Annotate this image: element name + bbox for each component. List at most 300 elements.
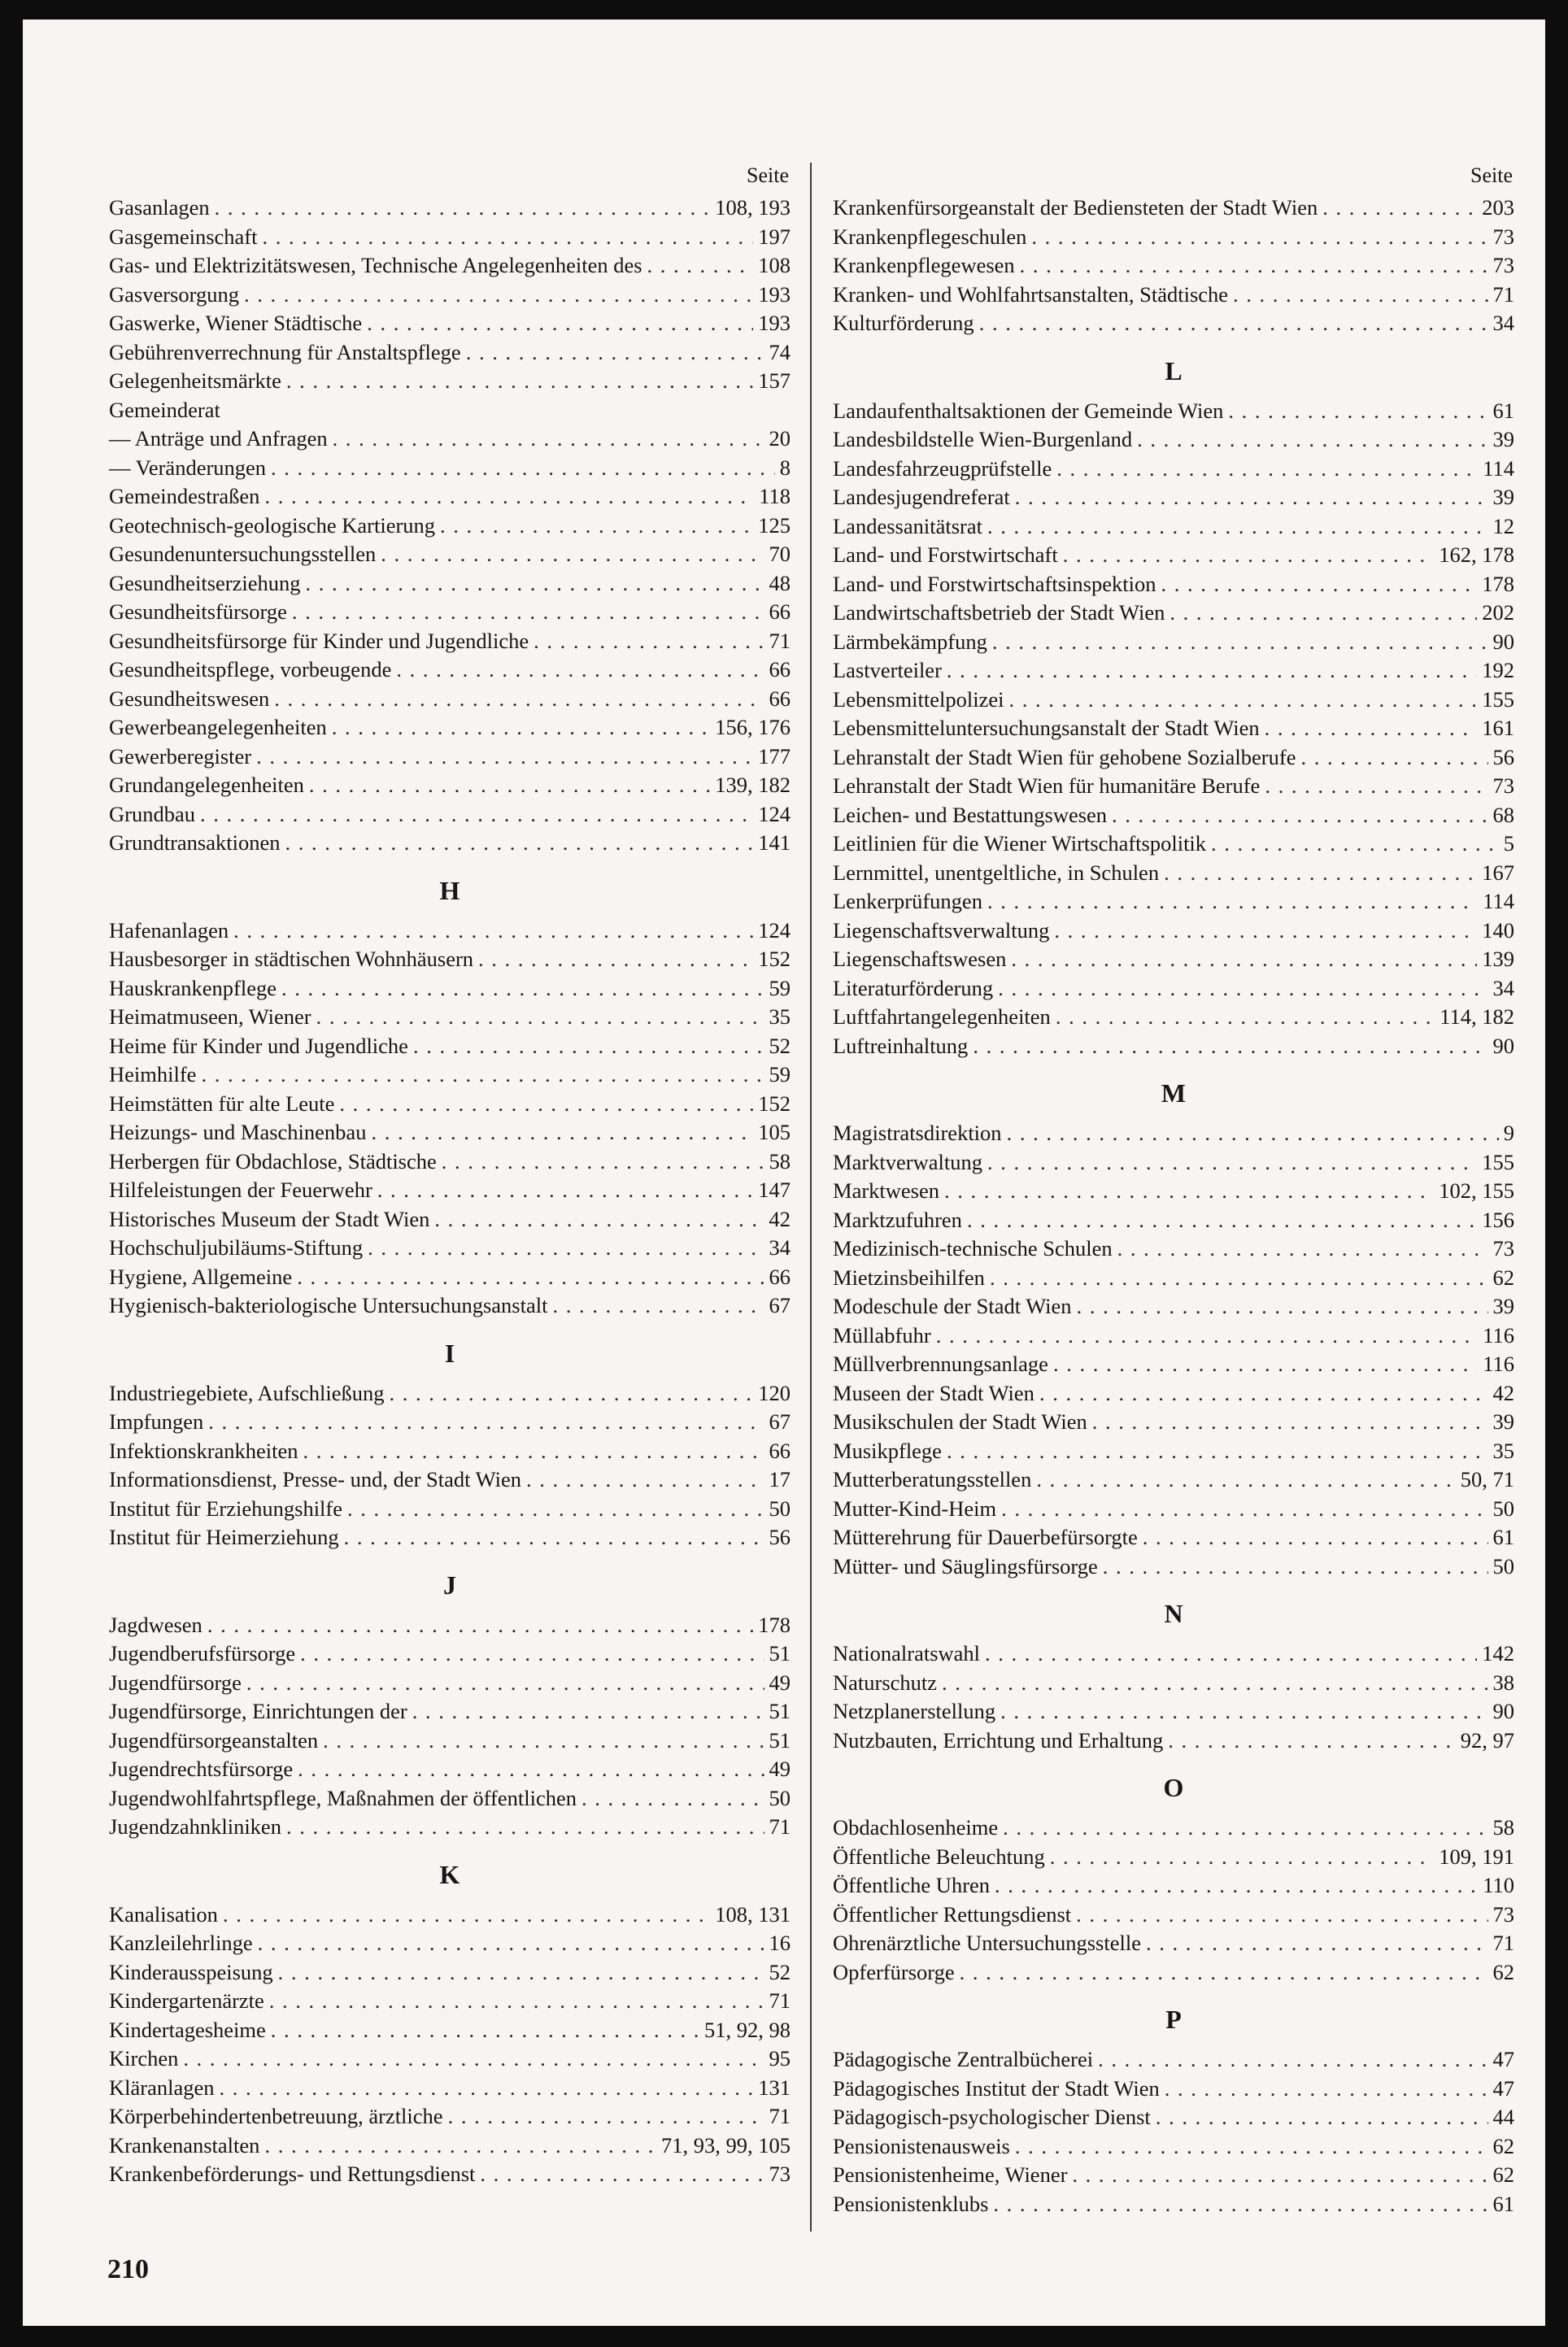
entry-page-ref: 71 [1492, 1931, 1514, 1955]
dot-leader [1137, 425, 1487, 455]
entry-term: Lebensmittelpolizei [833, 686, 1004, 712]
dot-leader [332, 713, 710, 742]
entry-page-ref: 193 [758, 281, 791, 307]
index-entry [833, 1552, 1514, 1582]
index-entry [833, 1003, 1514, 1032]
entry-term: Gelegenheitsmärkte [109, 368, 281, 393]
index-entry [833, 2045, 1514, 2075]
entry-term: Infektionskrankheiten [109, 1438, 298, 1463]
dot-leader [985, 1639, 1477, 1669]
index-entry [109, 482, 791, 512]
index-entry [833, 483, 1514, 512]
index-entry [833, 1669, 1514, 1698]
entry-page-ref: 12 [1492, 513, 1514, 538]
entry-term: Ohrenärztliche Untersuchungsstelle [833, 1931, 1141, 1955]
dot-leader [1076, 1901, 1487, 1930]
index-entry [833, 599, 1514, 628]
index-entry [109, 1176, 791, 1205]
index-entry [109, 1118, 791, 1147]
index-entry [833, 1032, 1514, 1061]
entry-term: Hausbesorger in städtischen Wohnhäusern [109, 947, 474, 971]
dot-leader [297, 1263, 764, 1292]
entry-term: Hilfeleistungen der Feuerwehr [109, 1178, 372, 1202]
entry-page-ref: 92, 97 [1460, 1727, 1514, 1753]
entry-term: Musikpflege [833, 1438, 942, 1463]
index-entry [833, 512, 1514, 542]
dot-leader [1156, 2103, 1488, 2132]
index-entry [109, 454, 791, 483]
entry-term: Gasversorgung [109, 281, 239, 307]
dot-leader [947, 656, 1477, 686]
index-entry [833, 1322, 1514, 1351]
entry-page-ref: 167 [1482, 860, 1514, 885]
entry-term: Gesundheitswesen [109, 686, 270, 711]
dot-leader [381, 540, 764, 569]
seite-header-left: Seite [747, 163, 789, 187]
index-entry [833, 1814, 1514, 1843]
dot-leader [333, 425, 764, 454]
entry-term: Modeschule der Stadt Wien [833, 1294, 1072, 1318]
entry-term: Landaufenthaltsaktionen der Gemeinde Wien [833, 398, 1224, 423]
entry-term: Marktzufuhren [833, 1207, 962, 1232]
entry-page-ref: 42 [769, 1206, 791, 1231]
index-entry [109, 1408, 791, 1437]
page-number: 210 [107, 2254, 149, 2284]
entry-page-ref: 177 [758, 743, 791, 769]
dot-leader [281, 974, 764, 1004]
dot-leader [292, 598, 764, 627]
index-entry [833, 2132, 1514, 2162]
entry-term: Gebührenverrechnung für Anstaltspflege [109, 339, 461, 364]
entry-page-ref: 139 [1482, 947, 1514, 971]
entry-term: Jugendberufsfürsorge [109, 1641, 296, 1666]
entry-term: Netzplanerstellung [833, 1699, 996, 1723]
entry-term: Jugendfürsorge [109, 1670, 242, 1695]
index-entry [833, 1264, 1514, 1293]
entry-term: Heimstätten für alte Leute [109, 1091, 335, 1116]
dot-leader [434, 1205, 764, 1234]
index-entry [833, 974, 1514, 1004]
entry-term: Krankenpflegewesen [833, 253, 1015, 277]
entry-term: Gas- und Elektrizitätswesen, Technische Angelegenheiten des [109, 253, 642, 277]
dot-leader [1143, 1523, 1488, 1552]
index-entry [109, 685, 791, 714]
index-entry [109, 309, 791, 338]
dot-leader [371, 1118, 753, 1147]
entry-term: Landessanitätsrat [833, 513, 982, 538]
entry-term: Jugendzahnkliniken [109, 1814, 281, 1839]
dot-leader [581, 1784, 764, 1814]
entry-page-ref: 62 [1492, 2133, 1514, 2158]
entry-page-ref: 58 [769, 1148, 791, 1174]
index-entry [109, 367, 791, 396]
entry-page-ref: 108, 193 [715, 195, 791, 220]
index-entry [109, 1987, 791, 2016]
entry-page-ref: 147 [758, 1178, 791, 1202]
dot-leader [973, 1032, 1487, 1061]
section-letter-h: H [439, 875, 460, 905]
entry-term: Nationalratswahl [833, 1641, 981, 1666]
entry-term: Gesundheitspflege, vorbeugende [109, 657, 392, 681]
entry-term: Kanzleilehrlinge [109, 1931, 253, 1955]
entry-term: Müllverbrennungsanlage [833, 1352, 1048, 1376]
dot-leader [534, 627, 764, 656]
index-entry [109, 627, 791, 656]
entry-page-ref: 17 [769, 1467, 791, 1491]
entry-term: — Veränderungen [109, 455, 267, 480]
entry-page-ref: 157 [758, 368, 791, 393]
dot-leader [264, 482, 754, 512]
entry-page-ref: 16 [769, 1931, 791, 1955]
index-entry [109, 396, 791, 425]
index-entry [109, 569, 791, 599]
index-entry [109, 1003, 791, 1032]
dot-leader [947, 1437, 1488, 1466]
entry-page-ref: 50 [1492, 1553, 1514, 1578]
index-entry [109, 1958, 791, 1988]
entry-page-ref: 73 [1492, 1901, 1514, 1927]
entry-page-ref: 66 [769, 1264, 791, 1289]
entry-term: Gewerbeangelegenheiten [109, 715, 327, 739]
entry-page-ref: 114, 182 [1440, 1004, 1514, 1029]
entry-page-ref: 71 [769, 1814, 791, 1839]
index-entry [109, 1060, 791, 1090]
entry-term: Nutzbauten, Errichtung und Erhaltung [833, 1727, 1164, 1753]
dot-leader [1015, 2132, 1488, 2162]
index-entry [109, 742, 791, 772]
entry-page-ref: 95 [769, 2046, 791, 2070]
index-entry [109, 1263, 791, 1292]
entry-term: Gasanlagen [109, 195, 210, 220]
entry-term: Institut für Erziehungshilfe [109, 1496, 343, 1521]
index-entry [833, 1929, 1514, 1958]
index-entry [833, 887, 1514, 917]
index-entry [833, 1234, 1514, 1264]
dot-leader [992, 628, 1488, 657]
entries-m [833, 1119, 1514, 1581]
index-entry [833, 2075, 1514, 2104]
index-entry [833, 1843, 1514, 1872]
entry-page-ref: 102, 155 [1439, 1178, 1514, 1203]
index-entry [109, 1234, 791, 1263]
dot-leader [298, 1755, 764, 1784]
index-entry [833, 1408, 1514, 1437]
entry-term: Mutterberatungsstellen [833, 1467, 1032, 1491]
index-entry [109, 655, 791, 685]
dot-leader [274, 685, 764, 714]
entry-page-ref: 42 [1492, 1380, 1514, 1405]
index-entry [833, 628, 1514, 657]
entry-page-ref: 62 [1492, 1959, 1514, 1984]
index-entry [833, 743, 1514, 773]
entry-term: Gemeindestraßen [109, 484, 260, 508]
index-entry [833, 1292, 1514, 1322]
section-letter-l: L [1165, 355, 1183, 385]
entry-term: Öffentliche Beleuchtung [833, 1844, 1045, 1869]
entry-term: Informationsdienst, Presse- und, der Stadt Wien [109, 1467, 522, 1491]
dot-leader [944, 1177, 1434, 1206]
dot-leader [246, 1669, 764, 1698]
entry-page-ref: 61 [1492, 1525, 1514, 1549]
entry-page-ref: 38 [1492, 1670, 1514, 1695]
index-entry [109, 281, 791, 310]
index-entry [109, 1784, 791, 1814]
entry-page-ref: 52 [769, 1959, 791, 1984]
entry-page-ref: 124 [758, 917, 791, 943]
entry-page-ref: 141 [758, 830, 791, 855]
entry-term: Jugendfürsorge, Einrichtungen der [109, 1699, 407, 1723]
index-entry [833, 2190, 1514, 2219]
index-entry [833, 1379, 1514, 1409]
dot-leader [960, 1958, 1488, 1988]
entry-page-ref: 8 [779, 455, 791, 480]
entry-page-ref: 51 [769, 1699, 791, 1723]
index-entry [833, 1958, 1514, 1988]
index-entry [833, 830, 1514, 859]
dot-leader [1228, 397, 1487, 426]
entry-term: Jagdwesen [109, 1612, 203, 1637]
dot-leader [478, 945, 753, 974]
entry-page-ref: 108 [758, 253, 791, 277]
entry-page-ref: 90 [1492, 1699, 1514, 1723]
entry-term: Heizungs- und Maschinenbau [109, 1120, 367, 1144]
dot-leader [1039, 1379, 1488, 1409]
index-entry [833, 2103, 1514, 2132]
entry-page-ref: 51 [769, 1727, 791, 1753]
index-entry [833, 397, 1514, 426]
entry-page-ref: 66 [769, 686, 791, 711]
dot-leader [316, 1003, 764, 1032]
entry-page-ref: 71 [769, 628, 791, 653]
dot-leader [200, 800, 753, 830]
index-entry [109, 945, 791, 974]
entry-page-ref: 73 [1492, 224, 1514, 249]
dot-leader [303, 1437, 764, 1466]
dot-leader [552, 1291, 764, 1321]
index-entry [109, 338, 791, 368]
entry-page-ref: 49 [769, 1670, 791, 1695]
entry-term: Liegenschaftsverwaltung [833, 917, 1050, 943]
entry-page-ref: 118 [759, 484, 791, 508]
entry-page-ref: 71 [769, 2104, 791, 2128]
dot-leader [233, 917, 753, 946]
index-entry [833, 1639, 1514, 1669]
entry-page-ref: 51, 92, 98 [704, 2017, 791, 2042]
dot-leader [1117, 1234, 1488, 1264]
dot-leader [987, 887, 1478, 917]
entry-term: Geotechnisch-geologische Kartierung [109, 512, 436, 538]
entry-page-ref: 5 [1503, 831, 1514, 856]
section-letter-o: O [1163, 1773, 1184, 1802]
dot-leader [1233, 281, 1487, 310]
index-entry [833, 1465, 1514, 1495]
entry-page-ref: 39 [1492, 485, 1514, 509]
index-entry [833, 541, 1514, 570]
index-entry [109, 1697, 791, 1727]
entry-term: Obdachlosenheime [833, 1815, 999, 1840]
entry-page-ref: 90 [1492, 1033, 1514, 1058]
entry-page-ref: 110 [1483, 1873, 1514, 1897]
entry-page-ref: 39 [1492, 427, 1514, 451]
dot-leader [647, 251, 754, 281]
entry-page-ref: 156 [1482, 1207, 1514, 1232]
index-entry [109, 713, 791, 742]
dot-leader [979, 309, 1488, 338]
dot-leader [258, 1929, 764, 1958]
entry-term: Kläranlagen [109, 2075, 215, 2100]
entry-term: Landesbildstelle Wien-Burgenland [833, 427, 1133, 451]
entry-term: Lärmbekämpfung [833, 629, 987, 654]
index-entry [109, 1032, 791, 1061]
index-entry [109, 2131, 791, 2161]
entry-page-ref: 47 [1492, 2047, 1514, 2071]
index-entry [109, 917, 791, 946]
entries-o [833, 1814, 1514, 1987]
entry-term: Musikschulen der Stadt Wien [833, 1409, 1087, 1434]
dot-leader [998, 974, 1487, 1004]
dot-leader [1092, 1408, 1488, 1437]
entry-page-ref: 50, 71 [1460, 1467, 1514, 1491]
dot-leader [183, 2044, 764, 2074]
index-entry [109, 251, 791, 281]
entry-page-ref: 116 [1483, 1322, 1514, 1348]
entry-page-ref: 114 [1483, 889, 1514, 913]
entry-page-ref: 62 [1492, 1265, 1514, 1290]
dot-leader [1000, 1697, 1487, 1727]
dot-leader [271, 2016, 699, 2045]
entry-term: Gesundheitsfürsorge für Kinder und Jugendliche [109, 628, 529, 653]
entry-page-ref: 70 [769, 542, 791, 566]
entry-term: Heime für Kinder und Jugendliche [109, 1033, 408, 1058]
index-entry [833, 1206, 1514, 1235]
entry-page-ref: 62 [1492, 2162, 1514, 2187]
index-entry [109, 2160, 791, 2189]
entry-term: Literaturförderung [833, 975, 994, 1000]
entries-k [109, 1901, 791, 2189]
entry-term: Institut für Heimerziehung [109, 1525, 339, 1549]
dot-leader [377, 1176, 753, 1205]
entry-term: Hochschuljubiläums-Stiftung [109, 1235, 364, 1260]
entry-term: Jugendwohlfahrtspflege, Maßnahmen der öffentlichen [109, 1785, 577, 1810]
dot-leader [1001, 1495, 1487, 1524]
entry-term: Pädagogische Zentralbücherei [833, 2047, 1094, 2071]
entry-page-ref: 67 [769, 1293, 791, 1317]
dot-leader [368, 1234, 764, 1263]
dot-leader [1020, 251, 1488, 281]
entry-page-ref: 34 [1492, 311, 1514, 335]
index-entry [109, 598, 791, 627]
index-entry [833, 772, 1514, 801]
entry-page-ref: 71, 93, 99, 105 [661, 2132, 791, 2158]
entry-term: Hauskrankenpflege [109, 975, 277, 1000]
entry-page-ref: 35 [769, 1004, 791, 1029]
dot-leader [1146, 1929, 1488, 1958]
section-letter-j: J [443, 1570, 456, 1600]
entry-page-ref: 56 [769, 1525, 791, 1549]
entry-page-ref: 142 [1482, 1641, 1514, 1666]
entry-term: Kindergartenärzte [109, 1988, 264, 2013]
dot-leader [244, 281, 753, 310]
entry-term: Hafenanlagen [109, 917, 229, 943]
entry-term: Pensionistenklubs [833, 2191, 989, 2216]
index-entry [109, 829, 791, 858]
section-letter-n: N [1164, 1599, 1183, 1628]
dot-leader [390, 1379, 754, 1409]
entry-page-ref: 197 [758, 224, 791, 249]
entry-page-ref: 162, 178 [1439, 542, 1514, 567]
section-letter-i: I [444, 1338, 455, 1368]
index-entry [833, 251, 1514, 281]
entry-page-ref: 156, 176 [715, 715, 791, 739]
entry-page-ref: 140 [1482, 917, 1514, 943]
index-entry [109, 1669, 791, 1698]
entry-page-ref: 73 [1492, 253, 1514, 277]
entry-page-ref: 178 [758, 1612, 791, 1637]
entries-k-continued [833, 194, 1514, 338]
entry-term: Kirchen [109, 2046, 179, 2070]
entry-page-ref: 50 [769, 1785, 791, 1810]
dot-leader [339, 1090, 753, 1119]
entry-page-ref: 114 [1483, 455, 1514, 481]
dot-leader [1164, 859, 1477, 888]
index-entry [109, 1755, 791, 1784]
dot-leader [1168, 1727, 1456, 1756]
dot-leader [347, 1495, 764, 1524]
entry-page-ref: 56 [1492, 744, 1514, 769]
index-entry [833, 859, 1514, 888]
entry-term: Naturschutz [833, 1670, 938, 1695]
entry-page-ref: 68 [1492, 802, 1514, 827]
index-entry [833, 656, 1514, 686]
entry-page-ref: 61 [1492, 398, 1514, 423]
entry-term: Lehranstalt der Stadt Wien für humanitäre Berufe [833, 773, 1261, 798]
dot-leader [323, 1727, 764, 1756]
entry-term: Jugendrechtsfürsorge [109, 1757, 294, 1781]
dot-leader [1007, 1119, 1499, 1148]
entry-page-ref: 152 [758, 1091, 791, 1116]
entry-term: Hygienisch-bakteriologische Untersuchungsanstalt [109, 1293, 548, 1317]
index-entry [833, 1523, 1514, 1552]
dot-leader [215, 194, 711, 223]
index-page [23, 20, 1545, 2326]
entry-page-ref: 66 [769, 1438, 791, 1463]
dot-leader [1036, 1465, 1455, 1495]
dot-leader [269, 1987, 764, 2016]
dot-leader [223, 1901, 710, 1930]
entry-term: Leichen- und Bestattungswesen [833, 802, 1108, 827]
index-entry [109, 1639, 791, 1669]
entry-term: Kranken- und Wohlfahrtsanstalten, Städtische [833, 281, 1229, 307]
index-entry [833, 1119, 1514, 1148]
entry-page-ref: 155 [1482, 686, 1514, 712]
index-entry [833, 309, 1514, 338]
entry-term: Pensionistenheime, Wiener [833, 2162, 1068, 2187]
index-entry [109, 223, 791, 252]
entry-term: Körperbehindertenbetreuung, ärztliche [109, 2104, 443, 2128]
dot-leader [942, 1669, 1487, 1698]
entry-page-ref: 71 [1492, 281, 1514, 307]
index-entry [109, 512, 791, 541]
entry-term: Leitlinien für die Wiener Wirtschaftspolitik [833, 831, 1207, 856]
index-entry [833, 1901, 1514, 1930]
entry-page-ref: 66 [769, 599, 791, 624]
index-entry [833, 281, 1514, 310]
entry-term: Mütter- und Säuglingsfürsorge [833, 1553, 1098, 1578]
dot-leader [1050, 1843, 1435, 1872]
dot-leader [286, 1813, 764, 1842]
entries-n [833, 1639, 1514, 1755]
entry-term: Krankenanstalten [109, 2132, 260, 2158]
